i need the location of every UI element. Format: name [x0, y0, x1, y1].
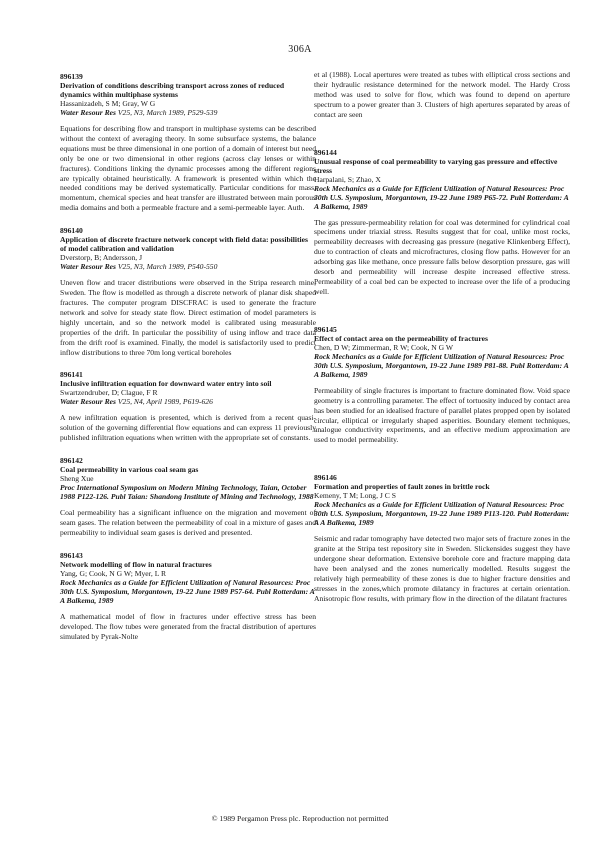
abstract-entry	[60, 370, 316, 443]
entry-abstract: Seismic and radar tomography have detected two major sets of fracture zones in the granite at the Stripa test repository site in Sweden. Slickensides suggest they have undergone shear deformation. Extensive borehole core and fracture mapping data have been analysed and the zones numerically modelled. Results suggest the relatively high permeability of these zones is due to higher fracture densities and stresses in the zones,which promote dilatancy in fractures at certain orientation. Anisotropic flow results, with primary flow in the direction of the dilatant fractures	[314, 534, 570, 603]
entry-source	[314, 500, 570, 527]
continued-entry	[314, 70, 570, 120]
entry-abstract: The gas pressure-permeability relation for coal was determined for cylindrical coal specimens under triaxial stress. Results suggest that for coal, unlike most rocks, permeability decreases with decreasing gas pressure (negative Klinkenberg Effect), due to contraction of cleats and microfractures, closing flow paths. However for an adsorbing gas like methane, once pressure falls below desorption pressure, gas will desorb and permeability will increase despite increased effective stress. Permeability of a coal bed can be expected to increase over the life of a producing well.	[314, 217, 570, 296]
entry-number: 896140	[60, 226, 83, 236]
continued-abstract: et al (1988). Local apertures were treated as tubes with elliptical cross sections and their hydraulic resistance determined for the network model. The Hardy Cross method was used to solve for flow, which was found to depend on aperture spectrum to a power greater than 3. Clusters of high apertures separated by areas of contact are seen	[314, 70, 570, 119]
entry-title: Network modelling of flow in natural fractures	[60, 559, 212, 569]
abstract-entry	[314, 473, 570, 603]
entry-abstract: Equations for describing flow and transport in multiphase systems can be described without the context of averaging theory. In some subsurface systems, the balance equations must be three dimensional in one portion of a domain of interest but need only be one or two dimensional in other regions (across clay lenses or within fractures). Conditions linking the dynamic processes among the different regions are typically obtained heuristically. A framework is presented within which the needed conditions may be derived systematically. Particular conditions for mass, momentum, chemical species and heat transfer are illustrated between main porous media domains and both a permeable fracture and a semi-permeable layer. Auth.	[60, 124, 316, 213]
entry-source	[60, 483, 316, 501]
right-column	[314, 70, 570, 617]
entry-title: Application of discrete fracture network concept with field data: possibilities of model calibration and validation	[60, 235, 308, 254]
source-journal: Water Resour Res	[60, 262, 116, 272]
page-number: 306A	[288, 44, 312, 55]
entry-number: 896142	[60, 456, 83, 466]
abstract-entry	[60, 551, 316, 642]
source-details: V25, N3, March 1989, P529-539	[115, 108, 218, 117]
entry-number: 896143	[60, 550, 83, 560]
abstract-entry	[314, 148, 570, 297]
entry-abstract: Uneven flow and tracer distributions were observed in the Stripa research mine, Sweden. The flow is modelled as through a discrete network of planar disk shaped fractures. The computer program DISCFRAC is used to generate the fracture network and solve for steady state flow. Direct estimation of model parameters is highly uncertain, and so the network model is calibrated using measurable properties of the drift. In particular the possibility of using inflow and trace data from the drift roof is examined. Finally, the model is satisfactorily used to predict inflow distributions to three 70m long vertical boreholes	[60, 278, 316, 357]
entry-authors: Sheng Xue	[60, 474, 94, 484]
source-journal: Water Resour Res	[60, 397, 116, 407]
entry-source	[60, 578, 316, 605]
abstract-entry	[60, 72, 316, 213]
entry-title: Derivation of conditions describing transport across zones of reduced dynamics within multiphase systems	[60, 81, 285, 99]
entry-abstract: Permeability of single fractures is important to fracture dominated flow. Void space geometry is a controlling parameter. The effect of tortuosity induced by contact area has been studied for an idealised fracture of parallel plates propped open by isolated circular, elliptical or irregularly shaped asperities. Boundary element techniques, analogue conductivity experiments, and an effective medium approximation are used to model permeability.	[314, 385, 570, 445]
entry-source	[314, 352, 570, 379]
source-journal: Rock Mechanics as a Guide for Efficient Utilization of Natural Resources: Proc 30th U.S. Symposium, Morgantown, 19-22 June 1989 P57-64. Publ Rotterdam: A A Balkema, 1989	[60, 577, 315, 605]
left-column	[60, 72, 316, 655]
source-details: V25, N4, April 1989, P619-626	[115, 397, 213, 407]
entry-authors: Harpalani, S; Zhao, X	[314, 174, 381, 184]
entry-source	[60, 262, 316, 271]
entry-source	[314, 184, 570, 211]
abstract-entry	[314, 325, 570, 445]
entry-title: Formation and properties of fault zones in brittle rock	[314, 482, 490, 492]
entry-number: 896144	[314, 147, 337, 157]
entry-abstract: Coal permeability has a significant influence on the migration and movement of seam gases. The relation between the permeability of coal in a mixture of gases and permeability to individual seam gases is derived and presented.	[60, 508, 316, 537]
entry-title: Inclusive infiltration equation for downward water entry into soil	[60, 379, 272, 389]
entry-number: 896145	[314, 324, 337, 334]
entry-authors: Chen, D W; Zimmerman, R W; Cook, N G W	[314, 342, 454, 352]
entry-number: 896139	[60, 72, 83, 81]
source-journal: Rock Mechanics as a Guide for Efficient Utilization of Natural Resources: Proc 30th U.S. Symposium, Morgantown, 19-22 June 1989 P65-72. Publ Rotterdam: A A Balkema, 1989	[314, 183, 569, 211]
entry-authors: Hassanizadeh, S M; Gray, W G	[60, 99, 156, 108]
abstract-entry	[60, 456, 316, 538]
entry-number: 896146	[314, 473, 337, 483]
entry-title: Coal permeability in various coal seam gas	[60, 465, 199, 475]
entry-authors: Yang, G; Cook, N G W; Myer, L R	[60, 568, 167, 578]
entry-source	[60, 397, 316, 406]
source-journal: Proc International Symposium on Modern Mining Technology, Taian, October 1988 P122-126. Publ Taian: Shandong Institute of Mining and Technology, 1988	[60, 483, 314, 502]
source-journal: Rock Mechanics as a Guide for Efficient Utilization of Natural Resources: Proc 30th U.S. Symposium, Morgantown, 19-22 June 1989 P113-120. Publ Rotterdam: A A Balkema, 1989	[314, 500, 570, 528]
entry-source	[60, 108, 316, 117]
source-details: V25, N3, March 1989, P540-550	[115, 262, 218, 272]
copyright-footer: © 1989 Pergamon Press plc. Reproduction not permitted	[211, 814, 389, 823]
source-journal: Water Resour Res	[60, 108, 116, 117]
entry-authors: Dverstorp, B; Andersson, J	[60, 253, 143, 263]
entry-title: Unusual response of coal permeability to varying gas pressure and effective stress	[314, 156, 558, 175]
entry-number: 896141	[60, 370, 83, 380]
entry-abstract: A mathematical model of flow in fractures under effective stress has been developed. The flow tubes were generated from the fractal distribution of apertures simulated by Pyrak-Nolte	[60, 611, 316, 641]
source-journal: Rock Mechanics as a Guide for Efficient Utilization of Natural Resources: Proc 30th U.S. Symposium, Morgantown, 19-22 June 1989 P81-88. Publ Rotterdam: A A Balkema, 1989	[314, 351, 569, 379]
entry-authors: Kemeny, T M; Long, J C S	[314, 491, 396, 501]
entry-authors: Swartzendruber, D; Clague, F R	[60, 388, 158, 398]
entry-abstract: A new infiltration equation is presented, which is derived from a recent quasi-solution of the governing differential flow equations and can express 11 previously published infiltration equations when written with the appropriate set of constants.	[60, 413, 316, 443]
abstract-entry	[60, 226, 316, 357]
entry-title: Effect of contact area on the permeability of fractures	[314, 333, 488, 343]
